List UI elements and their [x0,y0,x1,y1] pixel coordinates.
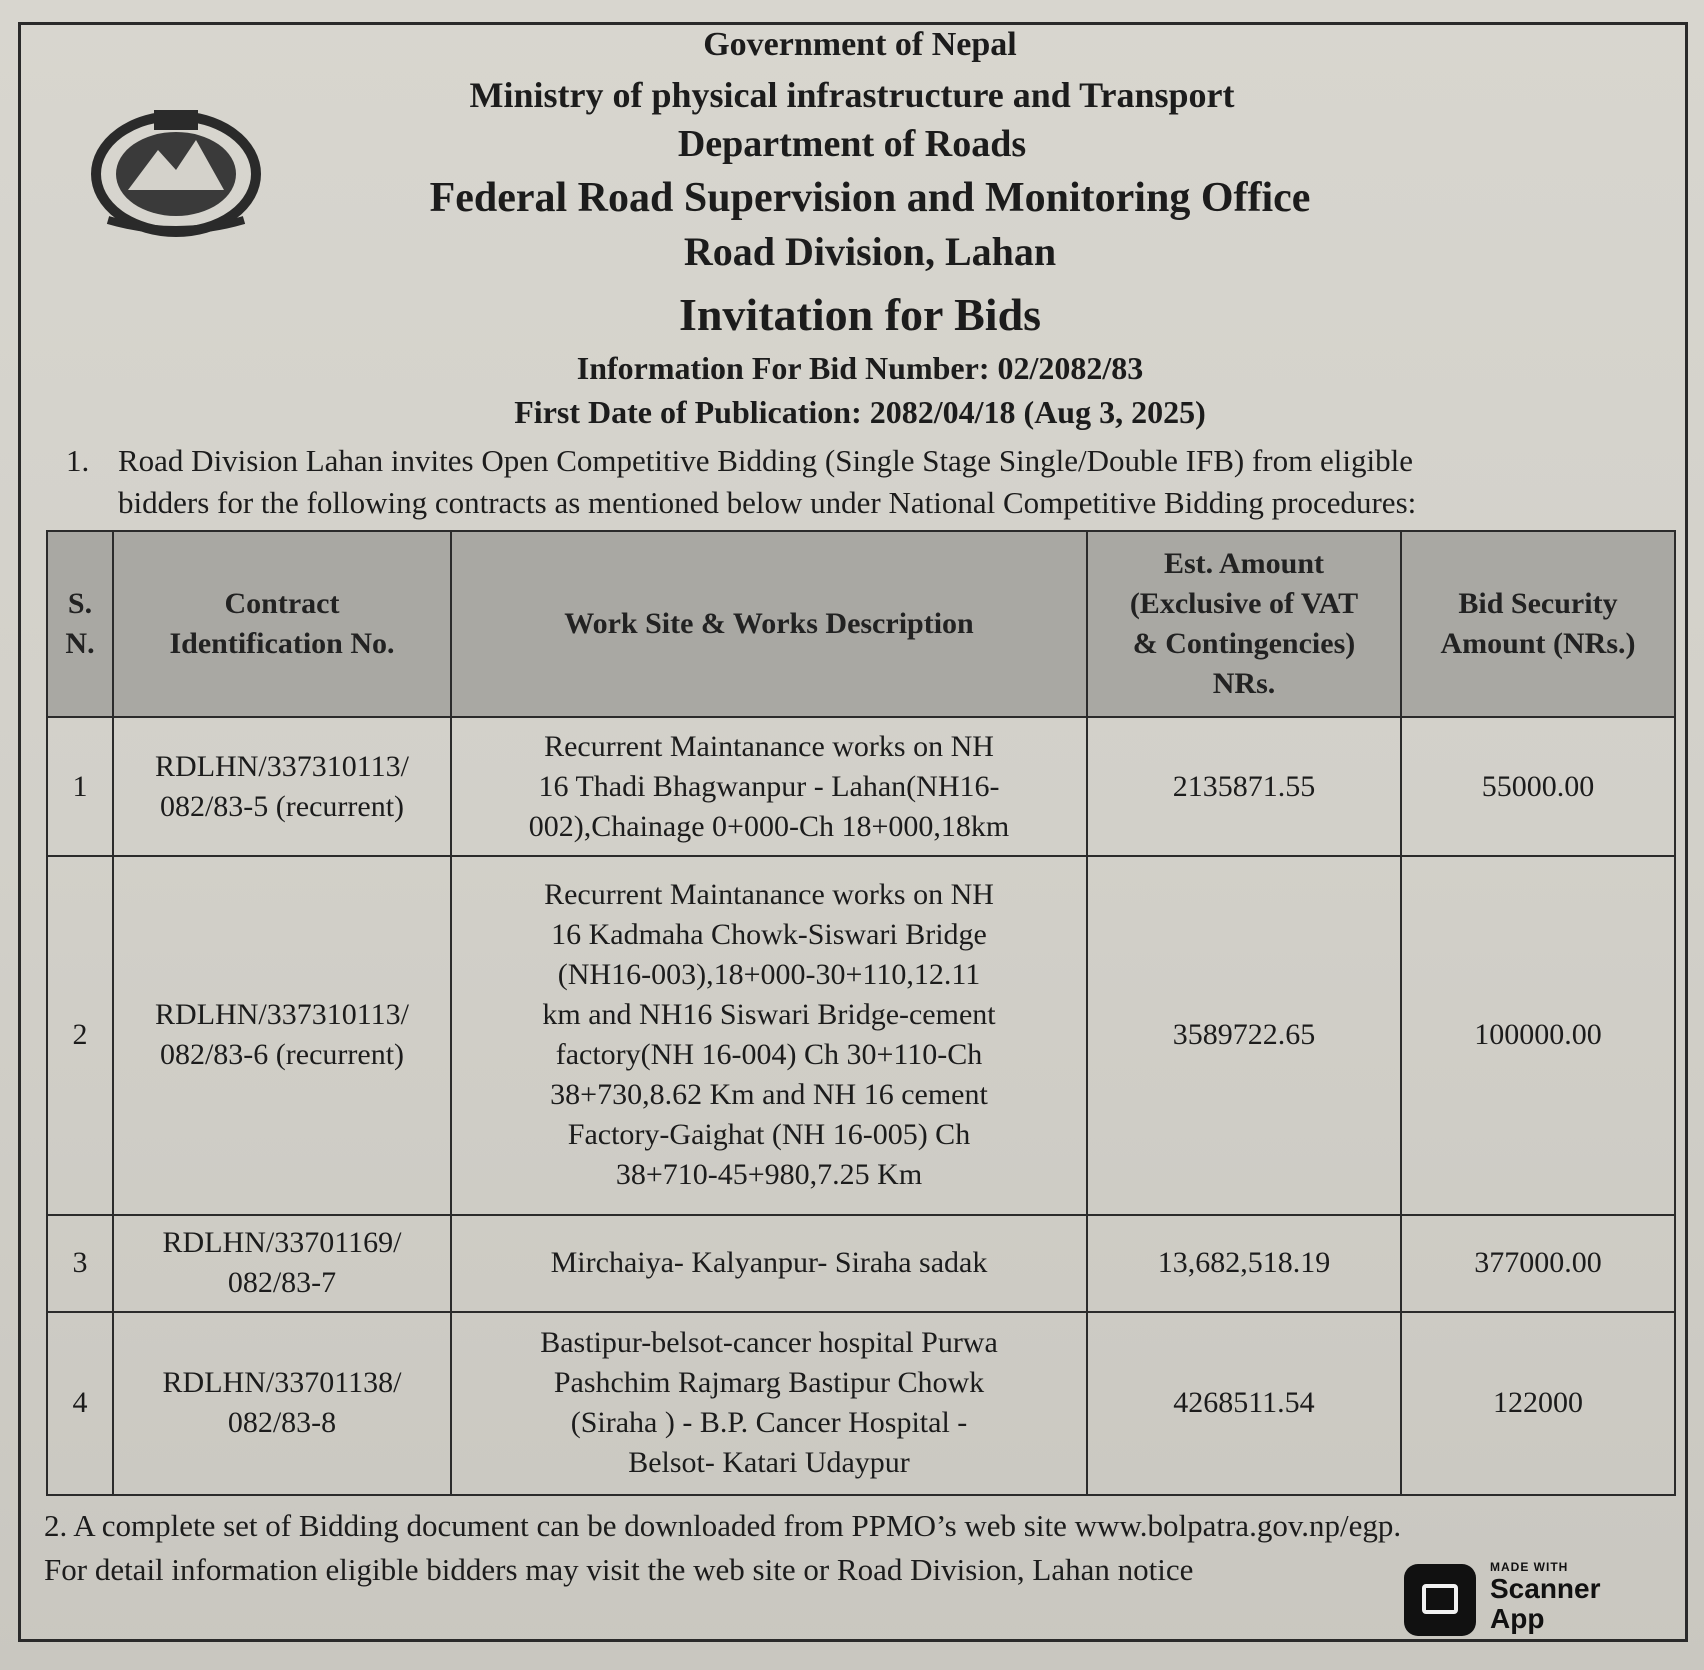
badge-name-line1: Scanner [1490,1573,1601,1604]
header-est-amount [1087,531,1401,717]
bids-table [46,530,1676,1496]
header-government: Government of Nepal [703,26,1017,63]
header-bid-security [1401,531,1675,717]
cell-amount: 3589722.65 [1087,856,1401,1215]
cell-sn: 4 [47,1312,113,1495]
cell-security: 100000.00 [1401,856,1675,1215]
header-office: Federal Road Supervision and Monitoring Office [429,175,1311,221]
badge-name-line2: App [1490,1603,1545,1634]
cell-security: 122000 [1401,1312,1675,1495]
cell-text: 16 Thadi Bhagwanpur - Lahan(NH16- [538,769,1000,803]
cell-text: Recurrent Maintanance works on NH [544,878,994,912]
cell-amount: 4268511.54 [1087,1312,1401,1495]
notice-title: Invitation for Bids [678,289,1042,340]
cell-text: 082/83-5 (recurrent) [159,789,405,823]
badge-made-with: MADE WITH [1490,1560,1569,1574]
header-ministry: Ministry of physical infrastructure and Transport [469,75,1235,115]
scanner-app-badge [1404,1560,1686,1636]
header-sn [47,531,113,717]
cell-description [451,1215,1087,1312]
cell-text: km and NH16 Siswari Bridge-cement [542,998,996,1032]
cell-sn: 1 [47,717,113,856]
paragraph-line: bidders for the following contracts as mentioned below under National Competitive Bidding procedures: [118,485,1417,520]
cell-text: Factory-Gaighat (NH 16-005) Ch [567,1118,971,1152]
header-text: Contract [224,587,340,620]
cell-contract-id [113,1215,451,1312]
header-text: Bid Security [1458,587,1618,620]
header-text: N. [65,627,95,660]
cell-text: Belsot- Katari Udaypur [628,1446,910,1480]
header-division: Road Division, Lahan [683,229,1057,274]
cell-text: 082/83-8 [227,1406,337,1440]
cell-description [451,1312,1087,1495]
cell-text: 002),Chainage 0+000-Ch 18+000,18km [528,809,1010,843]
footer-line-1: 2. A complete set of Bidding document can be downloaded from PPMO’s web site www.bolpatra.gov.np/egp. [44,1508,1402,1543]
cell-text: Mirchaiya- Kalyanpur- Siraha sadak [550,1246,988,1280]
table-row [47,856,1675,1215]
header-text: S. [67,587,93,620]
cell-text: factory(NH 16-004) Ch 30+110-Ch [555,1038,983,1072]
header-text: Est. Amount [1163,547,1325,580]
publication-date: First Date of Publication: 2082/04/18 (Aug 3, 2025) [514,394,1206,430]
header-text: NRs. [1212,667,1276,700]
paragraph-line: Road Division Lahan invites Open Competitive Bidding (Single Stage Single/Double IFB) from eligible [118,443,1413,478]
cell-text: 38+730,8.62 Km and NH 16 cement [550,1078,988,1112]
paragraph-number: 1. [66,443,90,478]
footer-line-2: For detail information eligible bidders may visit the web site or Road Division, Lahan notice [44,1552,1194,1587]
cell-text: RDLHN/33701138/ [162,1366,402,1400]
header-department: Department of Roads [677,123,1027,165]
cell-amount: 2135871.55 [1087,717,1401,856]
cell-text: RDLHN/33701169/ [162,1226,402,1260]
header-text: Identification No. [169,627,395,660]
header-text: Amount (NRs.) [1440,627,1636,660]
header-text: & Contingencies) [1132,627,1356,660]
cell-sn: 2 [47,856,113,1215]
cell-text: Bastipur-belsot-cancer hospital Purwa [540,1326,998,1360]
cell-text: RDLHN/337310113/ [155,998,409,1032]
table-header-row [47,531,1675,717]
cell-description [451,856,1087,1215]
cell-text: 38+710-45+980,7.25 Km [615,1158,923,1192]
cell-security: 55000.00 [1401,717,1675,856]
cell-text: 16 Kadmaha Chowk-Siswari Bridge [551,918,987,952]
scanner-app-icon [1404,1564,1476,1636]
cell-text: Pashchim Rajmarg Bastipur Chowk [553,1366,985,1400]
table-row [47,717,1675,856]
cell-text: RDLHN/337310113/ [155,749,409,783]
table-row [47,1312,1675,1495]
cell-amount: 13,682,518.19 [1087,1215,1401,1312]
cell-description [451,717,1087,856]
cell-contract-id [113,856,451,1215]
header-contract-id [113,531,451,717]
cell-text: 082/83-7 [227,1266,337,1300]
header-text: (Exclusive of VAT [1129,587,1359,620]
header-text: Work Site & Works Description [564,607,974,640]
cell-text: (Siraha ) - B.P. Cancer Hospital - [570,1406,968,1440]
table-row [47,1215,1675,1312]
cell-text: Recurrent Maintanance works on NH [544,729,994,763]
cell-contract-id [113,717,451,856]
bid-number: Information For Bid Number: 02/2082/83 [576,350,1144,386]
cell-sn: 3 [47,1215,113,1312]
cell-contract-id [113,1312,451,1495]
header-work-description [451,531,1087,717]
cell-text: 082/83-6 (recurrent) [159,1038,405,1072]
cell-security: 377000.00 [1401,1215,1675,1312]
cell-text: (NH16-003),18+000-30+110,12.11 [557,958,981,992]
